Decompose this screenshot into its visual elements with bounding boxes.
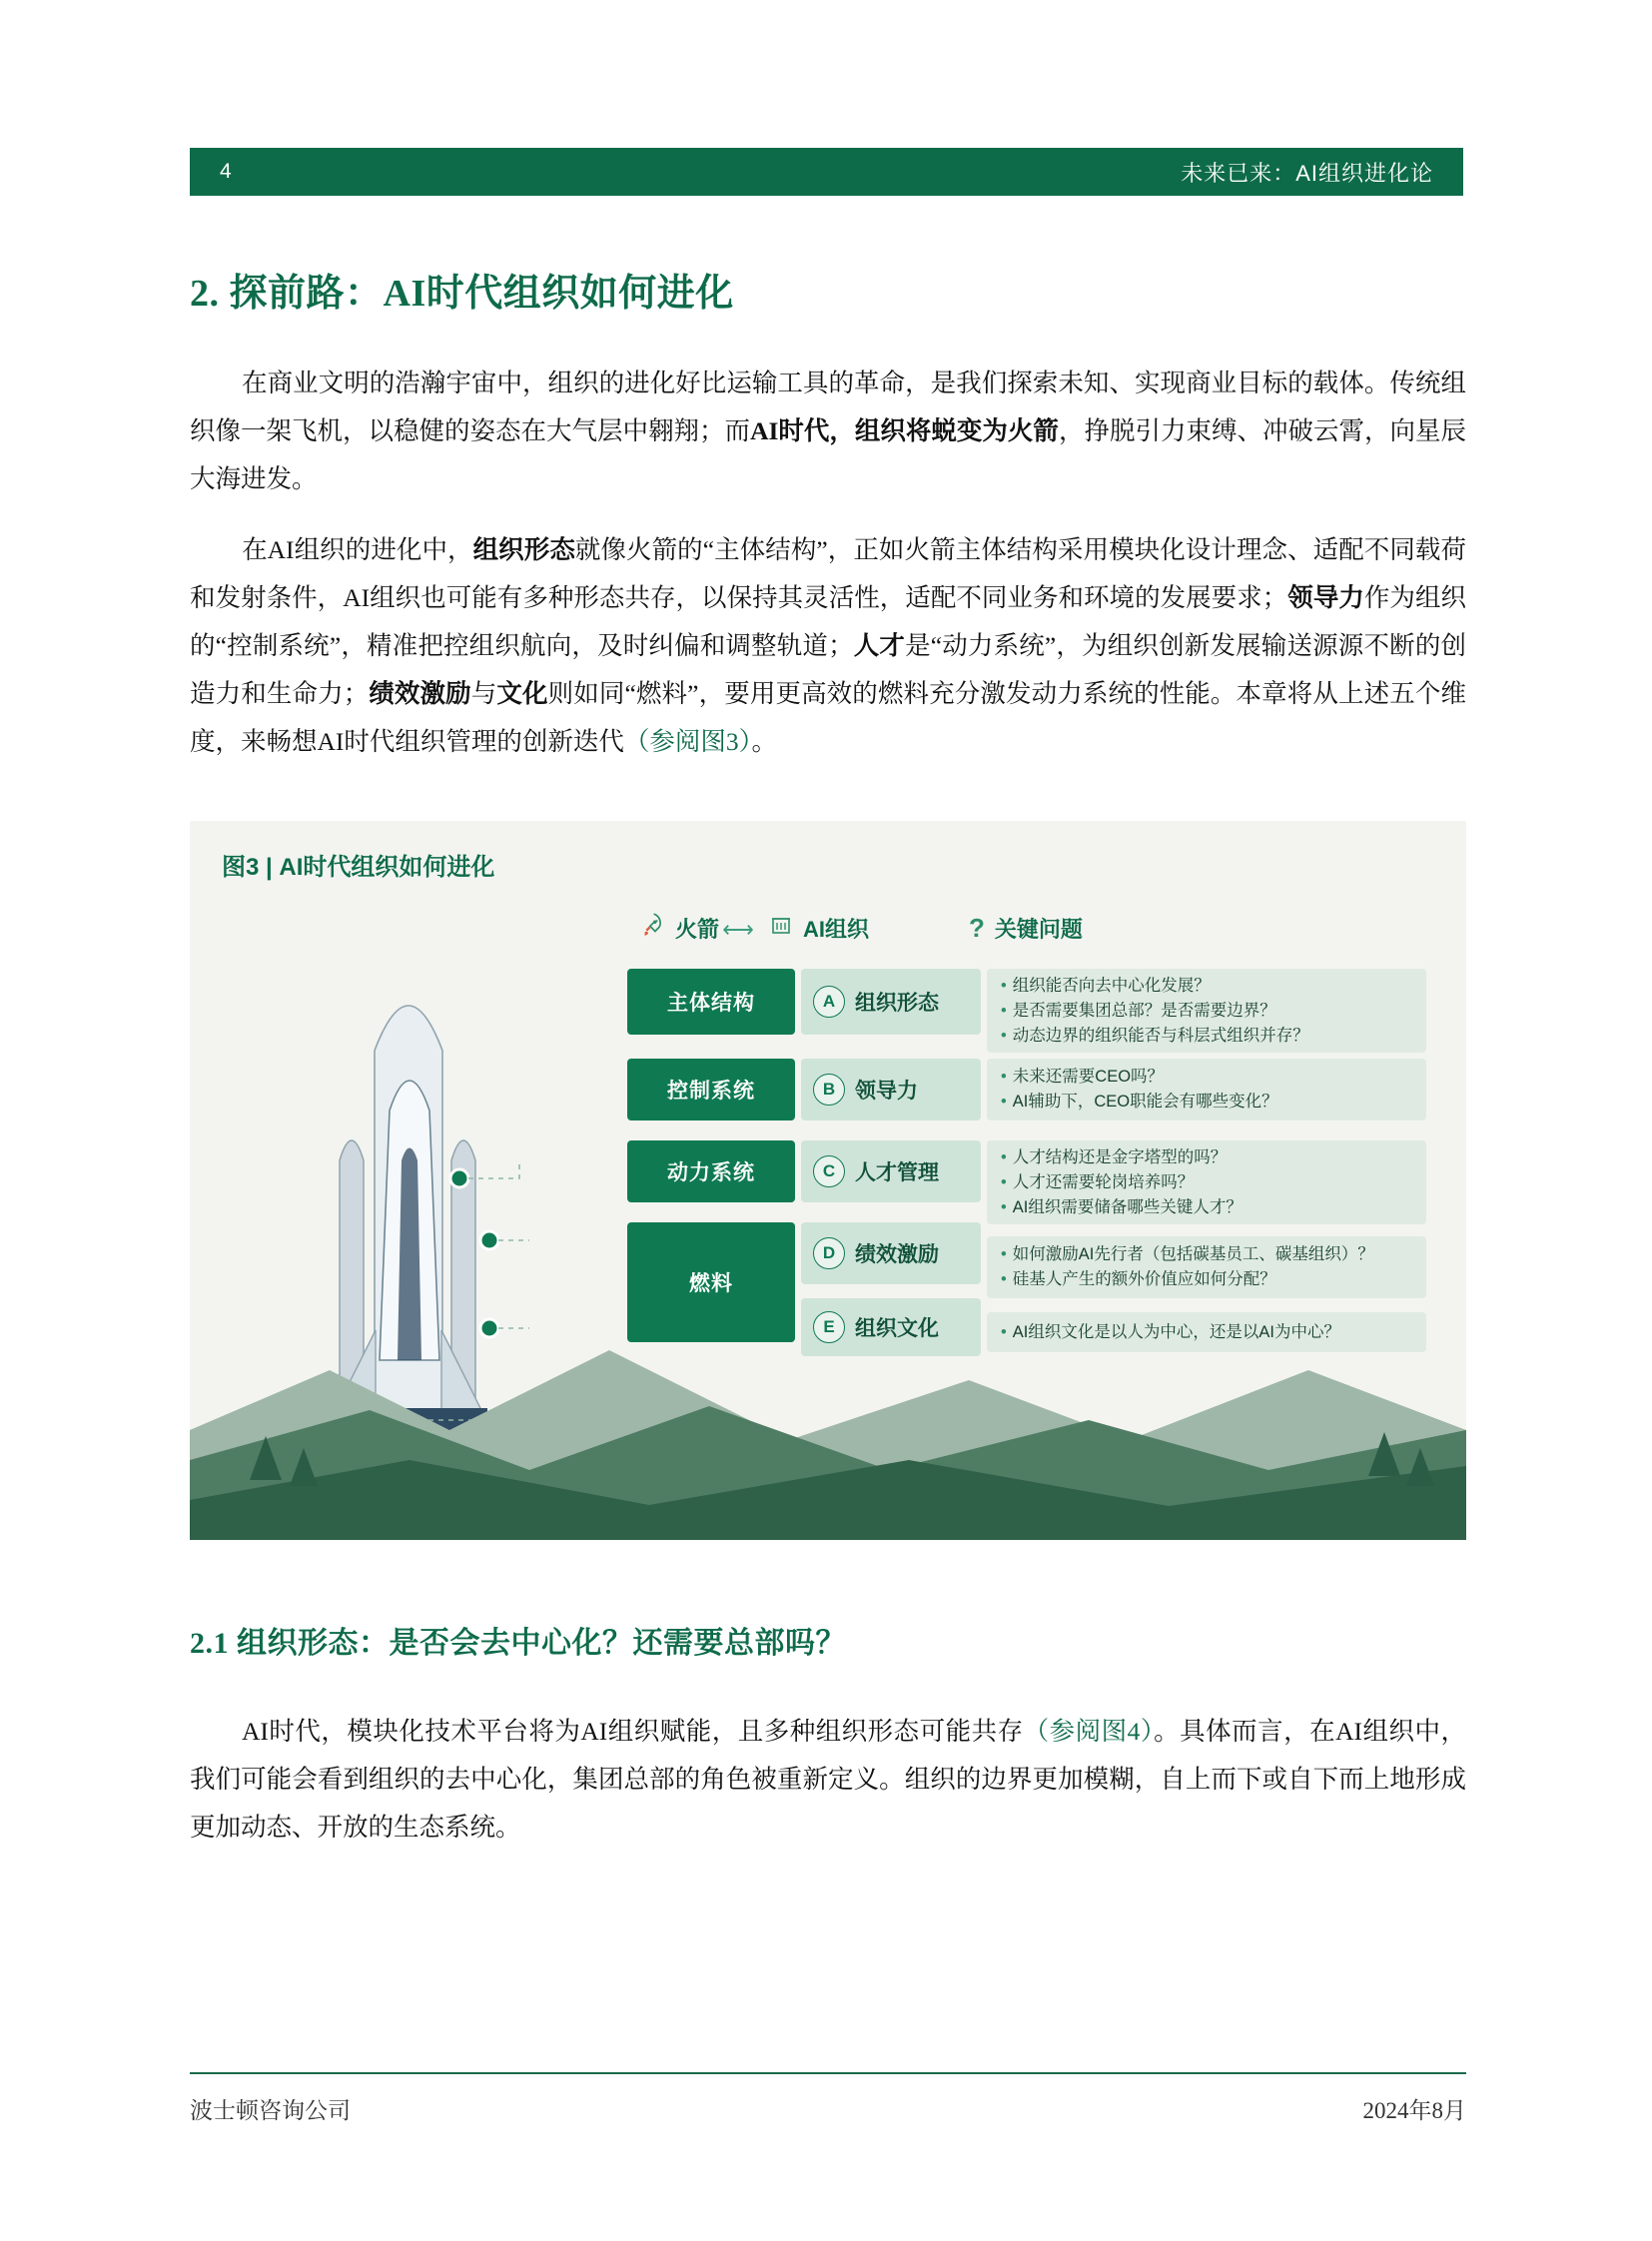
org-dimension-e-label: 组织文化 (855, 1317, 939, 1340)
footer-date: 2024年8月 (1362, 2098, 1466, 2123)
double-arrow-icon: ⟷ (722, 917, 754, 942)
figure-reference-3: （参阅图3） (623, 727, 752, 756)
footer-company: 波士顿咨询公司 (190, 2098, 351, 2123)
p2-bold-leadership: 领导力 (1287, 583, 1364, 612)
p1-text-a: 在商业文明的浩瀚宇宙中，组织的进化好比运输工具的革命，是我们探索未知、实现商业目标的载体。传统组织像一架飞机，以稳健的姿态在大气层中翱翔；而 (190, 369, 1466, 445)
p2-text-h: 。 (751, 727, 777, 756)
figure-3 (190, 821, 1466, 1540)
p2-text-d: 作为组织的“控制系统”，精准把控组织航向，及时纠偏和调整轨道； (190, 583, 1466, 660)
p2-text-g: 则如同“燃料”，要用更高效的燃料充分激发动力系统的性能。本章将从上述五个维度，来畅想AI时代组织管理的创新迭代 (190, 679, 1466, 756)
p3-text-b: 。具体而言，在AI组织中，我们可能会看到组织的去中心化，集团总部的角色被重新定义。组织的边界更加模糊，自上而下或自下而上地形成更加动态、开放的生态系统。 (190, 1717, 1466, 1842)
section-heading-2: 2. 探前路：AI时代组织如何进化 (190, 273, 734, 315)
questions-e: • AI组织文化是以人为中心，还是以AI为中心？ (987, 1312, 1426, 1352)
column-header-org (769, 911, 869, 945)
p2-text-e: 是“动力系统”，为组织创新发展输送源源不断的创造力和生命力； (190, 631, 1466, 708)
question-c3: AI组织需要储备哪些关键人才？ (1012, 1197, 1242, 1216)
rocket-part-fuel: 燃料 (627, 1222, 795, 1342)
question-a2: 是否需要集团总部？是否需要边界？ (1012, 1001, 1276, 1020)
org-dimension-c (801, 1140, 981, 1202)
p2-text-f: 与 (470, 679, 497, 708)
page-number: 4 (220, 160, 232, 183)
column-header-org-label: AI组织 (803, 916, 870, 942)
question-mark-icon: ? (969, 912, 985, 943)
rocket-part-main-structure: 主体结构 (627, 969, 795, 1035)
badge-a: A (813, 986, 845, 1018)
org-dimension-c-label: 人才管理 (855, 1161, 939, 1184)
question-c1: 人才结构还是金字塔型的吗？ (1012, 1147, 1228, 1166)
question-b1: 未来还需要CEO吗？ (1012, 1068, 1165, 1086)
question-c2: 人才还需要轮岗培养吗？ (1012, 1172, 1195, 1191)
badge-e: E (813, 1311, 845, 1343)
p2-text-a: 在AI组织的进化中， (242, 535, 473, 564)
rocket-part-power-system: 动力系统 (627, 1140, 795, 1202)
p1-text-c: ，挣脱引力束缚、冲破云霄，向星辰大海进发。 (190, 416, 1466, 493)
column-header-questions (969, 911, 1083, 945)
org-dimension-b-label: 领导力 (855, 1080, 918, 1103)
questions-c: • 人才结构还是金字塔型的吗？ • 人才还需要轮岗培养吗？ • AI组织需要储备哪些关键人才？ (987, 1140, 1426, 1224)
p2-bold-orgform: 组织形态 (472, 535, 575, 564)
org-dimension-b (801, 1059, 981, 1120)
org-dimension-a-label: 组织形态 (855, 992, 939, 1015)
column-header-questions-label: 关键问题 (994, 916, 1083, 942)
question-d2: 硅基人产生的额外价值应如何分配？ (1012, 1270, 1276, 1288)
p2-bold-talent: 人才 (853, 631, 906, 660)
question-e1: AI组织文化是以人为中心，还是以AI为中心？ (1012, 1322, 1340, 1341)
p2-text-c: 就像火箭的“主体结构”，正如火箭主体结构采用模块化设计理念、适配不同载荷和发射条件，AI组织也可能有多种形态共存，以保持其灵活性，适配不同业务和环境的发展要求； (190, 535, 1466, 612)
paragraph-1 (190, 360, 1466, 503)
questions-d: • 如何激励AI先行者（包括碳基员工、碳基组织）？ • 硅基人产生的额外价值应如何分配？ (987, 1236, 1426, 1298)
rocket-part-control-system: 控制系统 (627, 1059, 795, 1120)
question-d1: 如何激励AI先行者（包括碳基员工、碳基组织）？ (1012, 1245, 1374, 1263)
p1-text-bold: AI时代，组织将蜕变为火箭 (750, 416, 1059, 445)
figure-reference-4: （参阅图4） (1023, 1717, 1155, 1746)
badge-d: D (813, 1237, 845, 1269)
questions-a: • 组织能否向去中心化发展？ • 是否需要集团总部？是否需要边界？ • 动态边界的组织能否与科层式组织并存？ (987, 969, 1426, 1053)
paragraph-2 (190, 526, 1466, 766)
column-header-rocket (639, 911, 719, 945)
questions-b: • 未来还需要CEO吗？ • AI辅助下，CEO职能会有哪些变化？ (987, 1059, 1426, 1120)
paragraph-3 (190, 1708, 1466, 1852)
section-heading-2-1: 2.1 组织形态：是否会去中心化？还需要总部吗？ (190, 1627, 846, 1660)
badge-b: B (813, 1074, 845, 1106)
column-header-rocket-label: 火箭 (675, 916, 720, 942)
footer-divider (190, 2072, 1466, 2074)
p2-bold-performance: 绩效激励 (369, 679, 471, 708)
badge-c: C (813, 1155, 845, 1187)
figure-title: 图3 | AI时代组织如何进化 (222, 854, 495, 881)
org-dimension-d (801, 1222, 981, 1284)
p2-bold-culture: 文化 (496, 679, 548, 708)
rocket-icon (639, 912, 665, 944)
org-dimension-d-label: 绩效激励 (855, 1243, 939, 1266)
org-dimension-a (801, 969, 981, 1035)
page-header-bar (190, 148, 1463, 196)
question-b2: AI辅助下，CEO职能会有哪些变化？ (1012, 1093, 1278, 1111)
question-a3: 动态边界的组织能否与科层式组织并存？ (1012, 1026, 1309, 1045)
org-dimension-e (801, 1298, 981, 1356)
document-title: 未来已来：AI组织进化论 (1181, 160, 1433, 186)
question-a1: 组织能否向去中心化发展？ (1012, 976, 1211, 995)
p3-text-a: AI时代，模块化技术平台将为AI组织赋能，且多种组织形态可能共存 (242, 1717, 1024, 1746)
building-icon (769, 913, 793, 943)
